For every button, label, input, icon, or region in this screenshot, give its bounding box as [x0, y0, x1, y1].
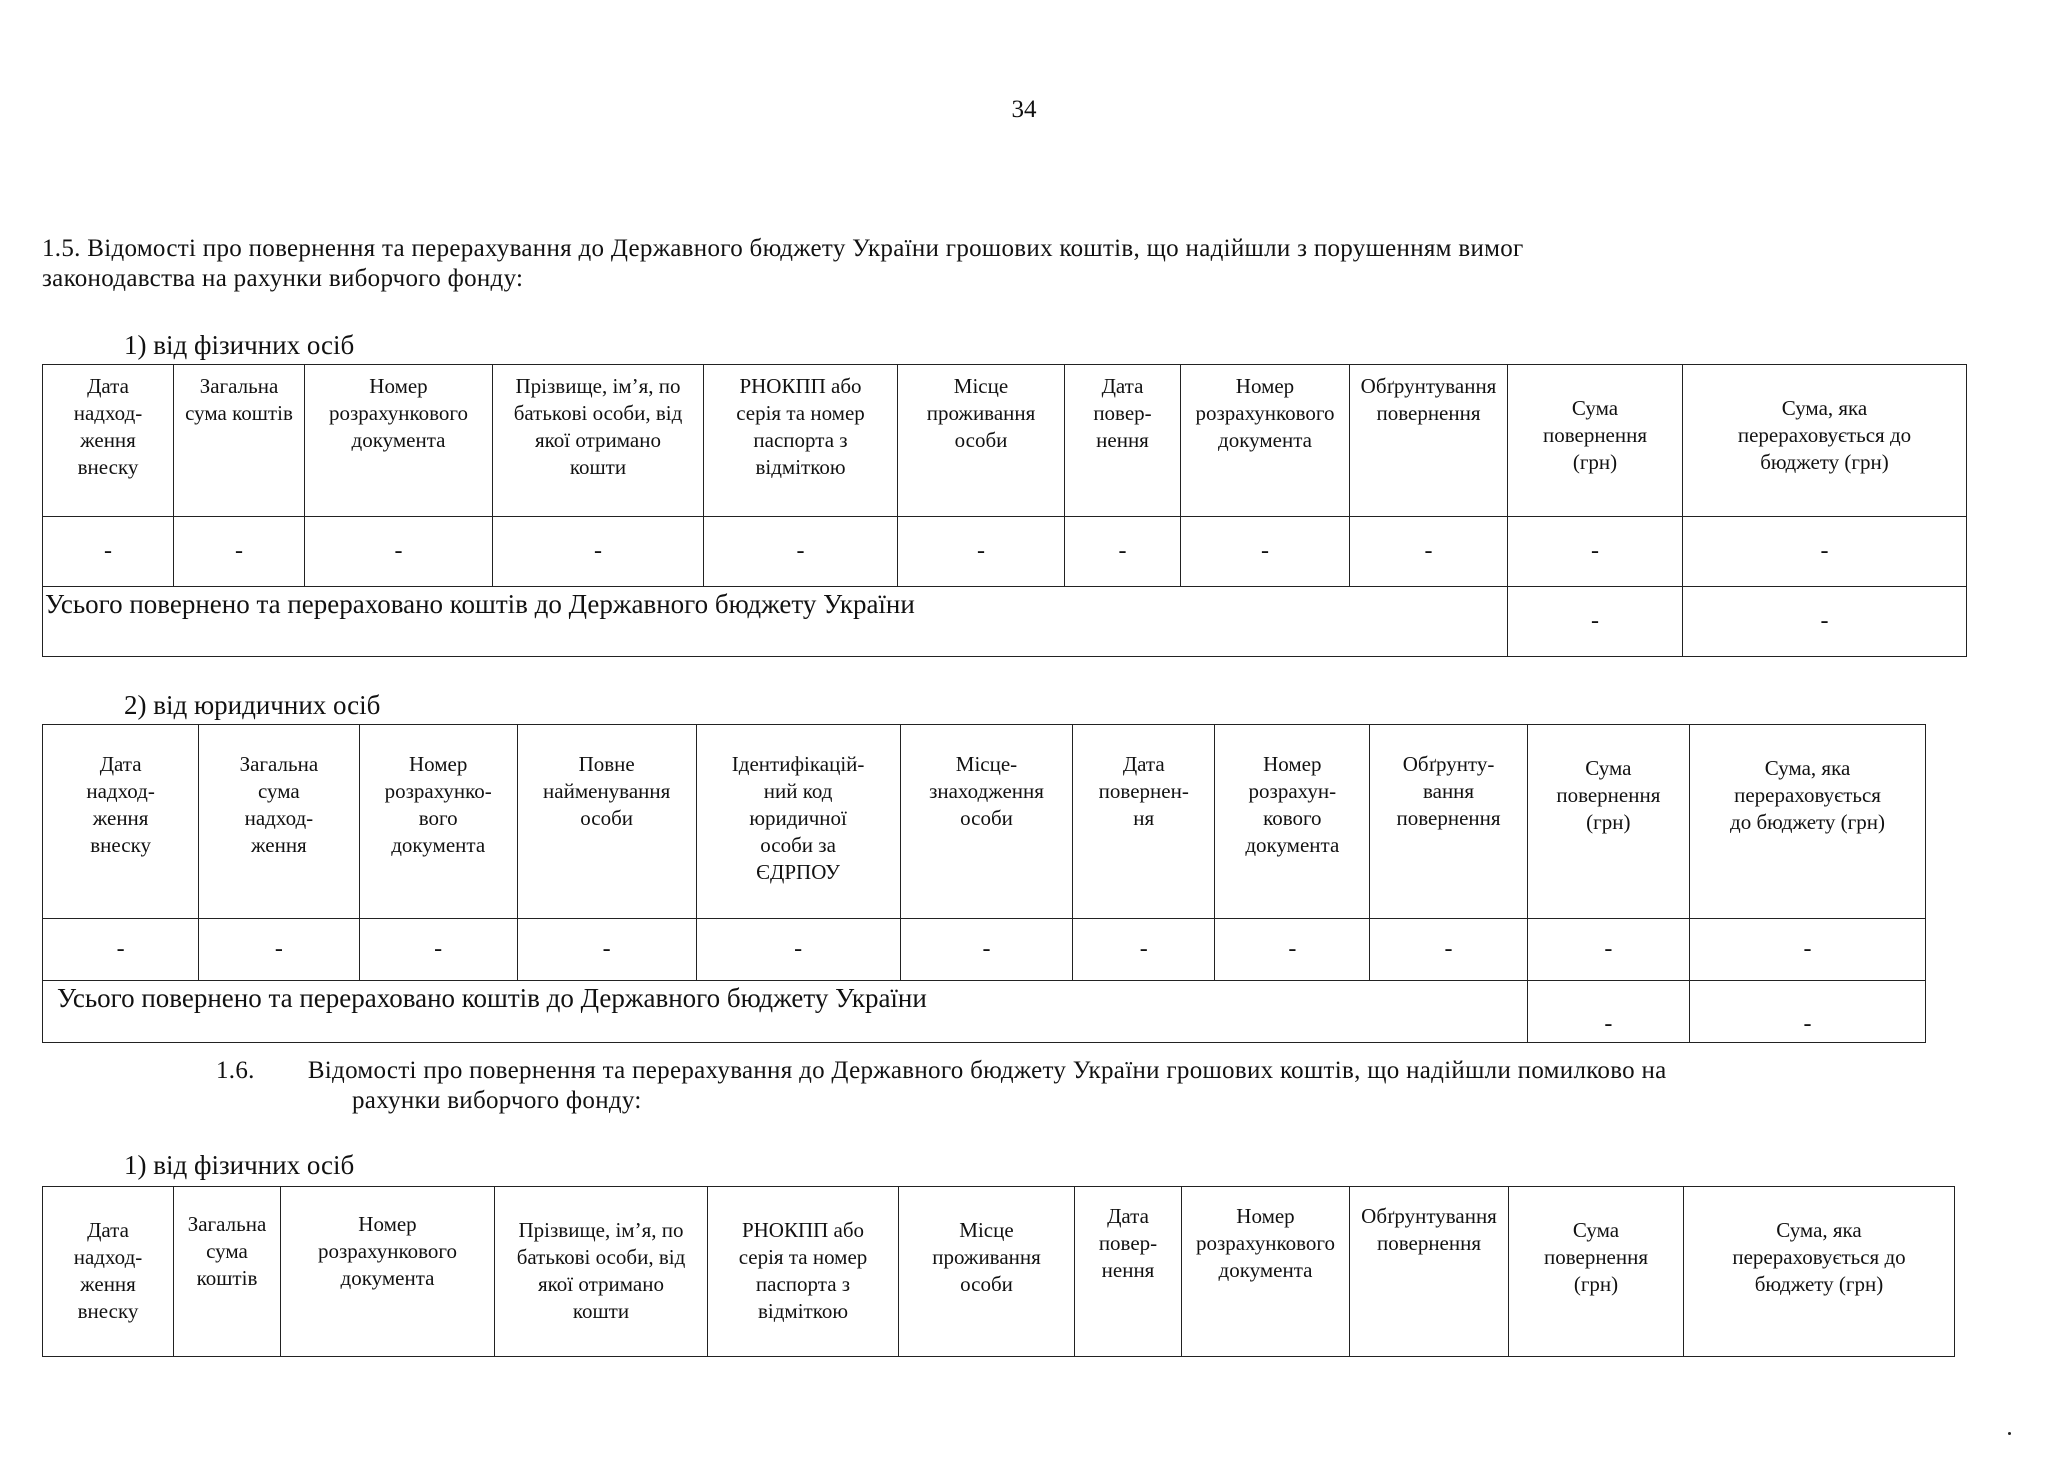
header-cell: Номер розрахункового документа — [1182, 1187, 1350, 1357]
table-cell: - — [199, 919, 359, 981]
total-row — [43, 981, 1926, 1043]
header-cell: РНОКПП або серія та номер паспорта з відміткою — [704, 365, 898, 517]
header-cell: Номер розрахун- кового документа — [1215, 725, 1370, 919]
table-cell: - — [517, 919, 696, 981]
total-row — [43, 587, 1967, 657]
section-1-6-heading — [216, 1056, 1976, 1116]
table-row — [43, 517, 1967, 587]
header-cell: Ідентифікацій- ний код юридичної особи за ЄДРПОУ — [696, 725, 900, 919]
table-2-subtitle: 2) від юридичних осіб — [124, 690, 381, 720]
table-cell: - — [43, 919, 199, 981]
table-cell: - — [43, 517, 174, 587]
header-cell: Дата надход- ження внеску — [43, 365, 174, 517]
erroneous-individuals-table — [42, 1186, 1955, 1357]
total-value: - — [1690, 981, 1926, 1043]
table-1-subtitle: 1) від фізичних осіб — [124, 330, 355, 360]
total-value: - — [1683, 587, 1967, 657]
table-cell: - — [359, 919, 517, 981]
total-value: - — [1508, 587, 1683, 657]
header-cell: Сума повернення (грн) — [1527, 725, 1689, 919]
header-cell: Номер розрахункового документа — [305, 365, 493, 517]
section-1-5-line-2: законодавства на рахунки виборчого фонду: — [42, 265, 524, 292]
header-cell: Сума повернення (грн) — [1509, 1187, 1684, 1357]
header-cell: Дата повернен- ня — [1073, 725, 1215, 919]
header-cell: Прізвище, ім’я, по батькові особи, від якої отримано кошти — [493, 365, 704, 517]
table-cell: - — [1215, 919, 1370, 981]
table-cell: - — [696, 919, 900, 981]
header-cell: Сума, яка перераховується до бюджету (грн) — [1690, 725, 1926, 919]
header-cell: Місце проживання особи — [899, 1187, 1075, 1357]
section-1-5-heading — [42, 234, 1962, 294]
table-cell: - — [1508, 517, 1683, 587]
section-1-5-line-1: 1.5. Відомості про повернення та перерахування до Державного бюджету України грошових коштів, що надійшли з порушенням вимог — [42, 235, 1524, 262]
table-header-row — [43, 1187, 1955, 1357]
section-1-6-line-2: рахунки виборчого фонду: — [352, 1087, 642, 1114]
table-cell: - — [1073, 919, 1215, 981]
table-cell: - — [1683, 517, 1967, 587]
table-3-subtitle: 1) від фізичних осіб — [124, 1150, 355, 1180]
header-cell: Сума, яка перераховується до бюджету (грн) — [1683, 365, 1967, 517]
returns-individuals-table — [42, 364, 1967, 657]
table-cell: - — [704, 517, 898, 587]
table-cell: - — [898, 517, 1065, 587]
table-cell: - — [1065, 517, 1181, 587]
table-cell: - — [1181, 517, 1350, 587]
table-cell: - — [1690, 919, 1926, 981]
header-cell: Номер розрахунко- вого документа — [359, 725, 517, 919]
table-cell: - — [900, 919, 1073, 981]
header-cell: Місце- знаходження особи — [900, 725, 1073, 919]
page-number: 34 — [1011, 96, 1037, 123]
table-cell: - — [1527, 919, 1689, 981]
header-cell: Прізвище, ім’я, по батькові особи, від якої отримано кошти — [495, 1187, 708, 1357]
header-cell: Обґрунтування повернення — [1350, 365, 1508, 517]
header-cell: Обґрунту- вання повернення — [1370, 725, 1527, 919]
table-cell: - — [493, 517, 704, 587]
table-cell: - — [1350, 517, 1508, 587]
table-header-row — [43, 725, 1926, 919]
header-cell: Повне найменування особи — [517, 725, 696, 919]
header-cell: Місце проживання особи — [898, 365, 1065, 517]
total-label: Усього повернено та перераховано коштів до Державного бюджету України — [43, 981, 1528, 1043]
header-cell: Сума, яка перераховується до бюджету (грн) — [1684, 1187, 1955, 1357]
section-1-6-line-1: Відомості про повернення та перерахування до Державного бюджету України грошових коштів, що надійшли помилково на — [307, 1057, 1667, 1084]
table-cell: - — [305, 517, 493, 587]
total-value: - — [1527, 981, 1689, 1043]
header-cell: Загальна сума надход- ження — [199, 725, 359, 919]
header-cell: Сума повернення (грн) — [1508, 365, 1683, 517]
header-cell: Загальна сума коштів — [174, 1187, 281, 1357]
table-cell: - — [174, 517, 305, 587]
header-cell: Дата повер- нення — [1075, 1187, 1182, 1357]
table-header-row — [43, 365, 1967, 517]
total-label: Усього повернено та перераховано коштів до Державного бюджету України — [43, 587, 1508, 657]
header-cell: Загальна сума коштів — [174, 365, 305, 517]
section-1-6-number: 1.6. — [216, 1057, 255, 1084]
header-cell: Обґрунтування повернення — [1350, 1187, 1509, 1357]
scan-speck — [2008, 1432, 2011, 1435]
table-row — [43, 919, 1926, 981]
section-1-6-first-line — [216, 1056, 1976, 1086]
header-cell: Дата повер- нення — [1065, 365, 1181, 517]
header-cell: Номер розрахункового документа — [1181, 365, 1350, 517]
header-cell: Дата надход- ження внеску — [43, 1187, 174, 1357]
header-cell: Номер розрахункового документа — [281, 1187, 495, 1357]
table-cell: - — [1370, 919, 1527, 981]
returns-legal-entities-table — [42, 724, 1926, 1043]
header-cell: Дата надход- ження внеску — [43, 725, 199, 919]
header-cell: РНОКПП або серія та номер паспорта з відміткою — [708, 1187, 899, 1357]
